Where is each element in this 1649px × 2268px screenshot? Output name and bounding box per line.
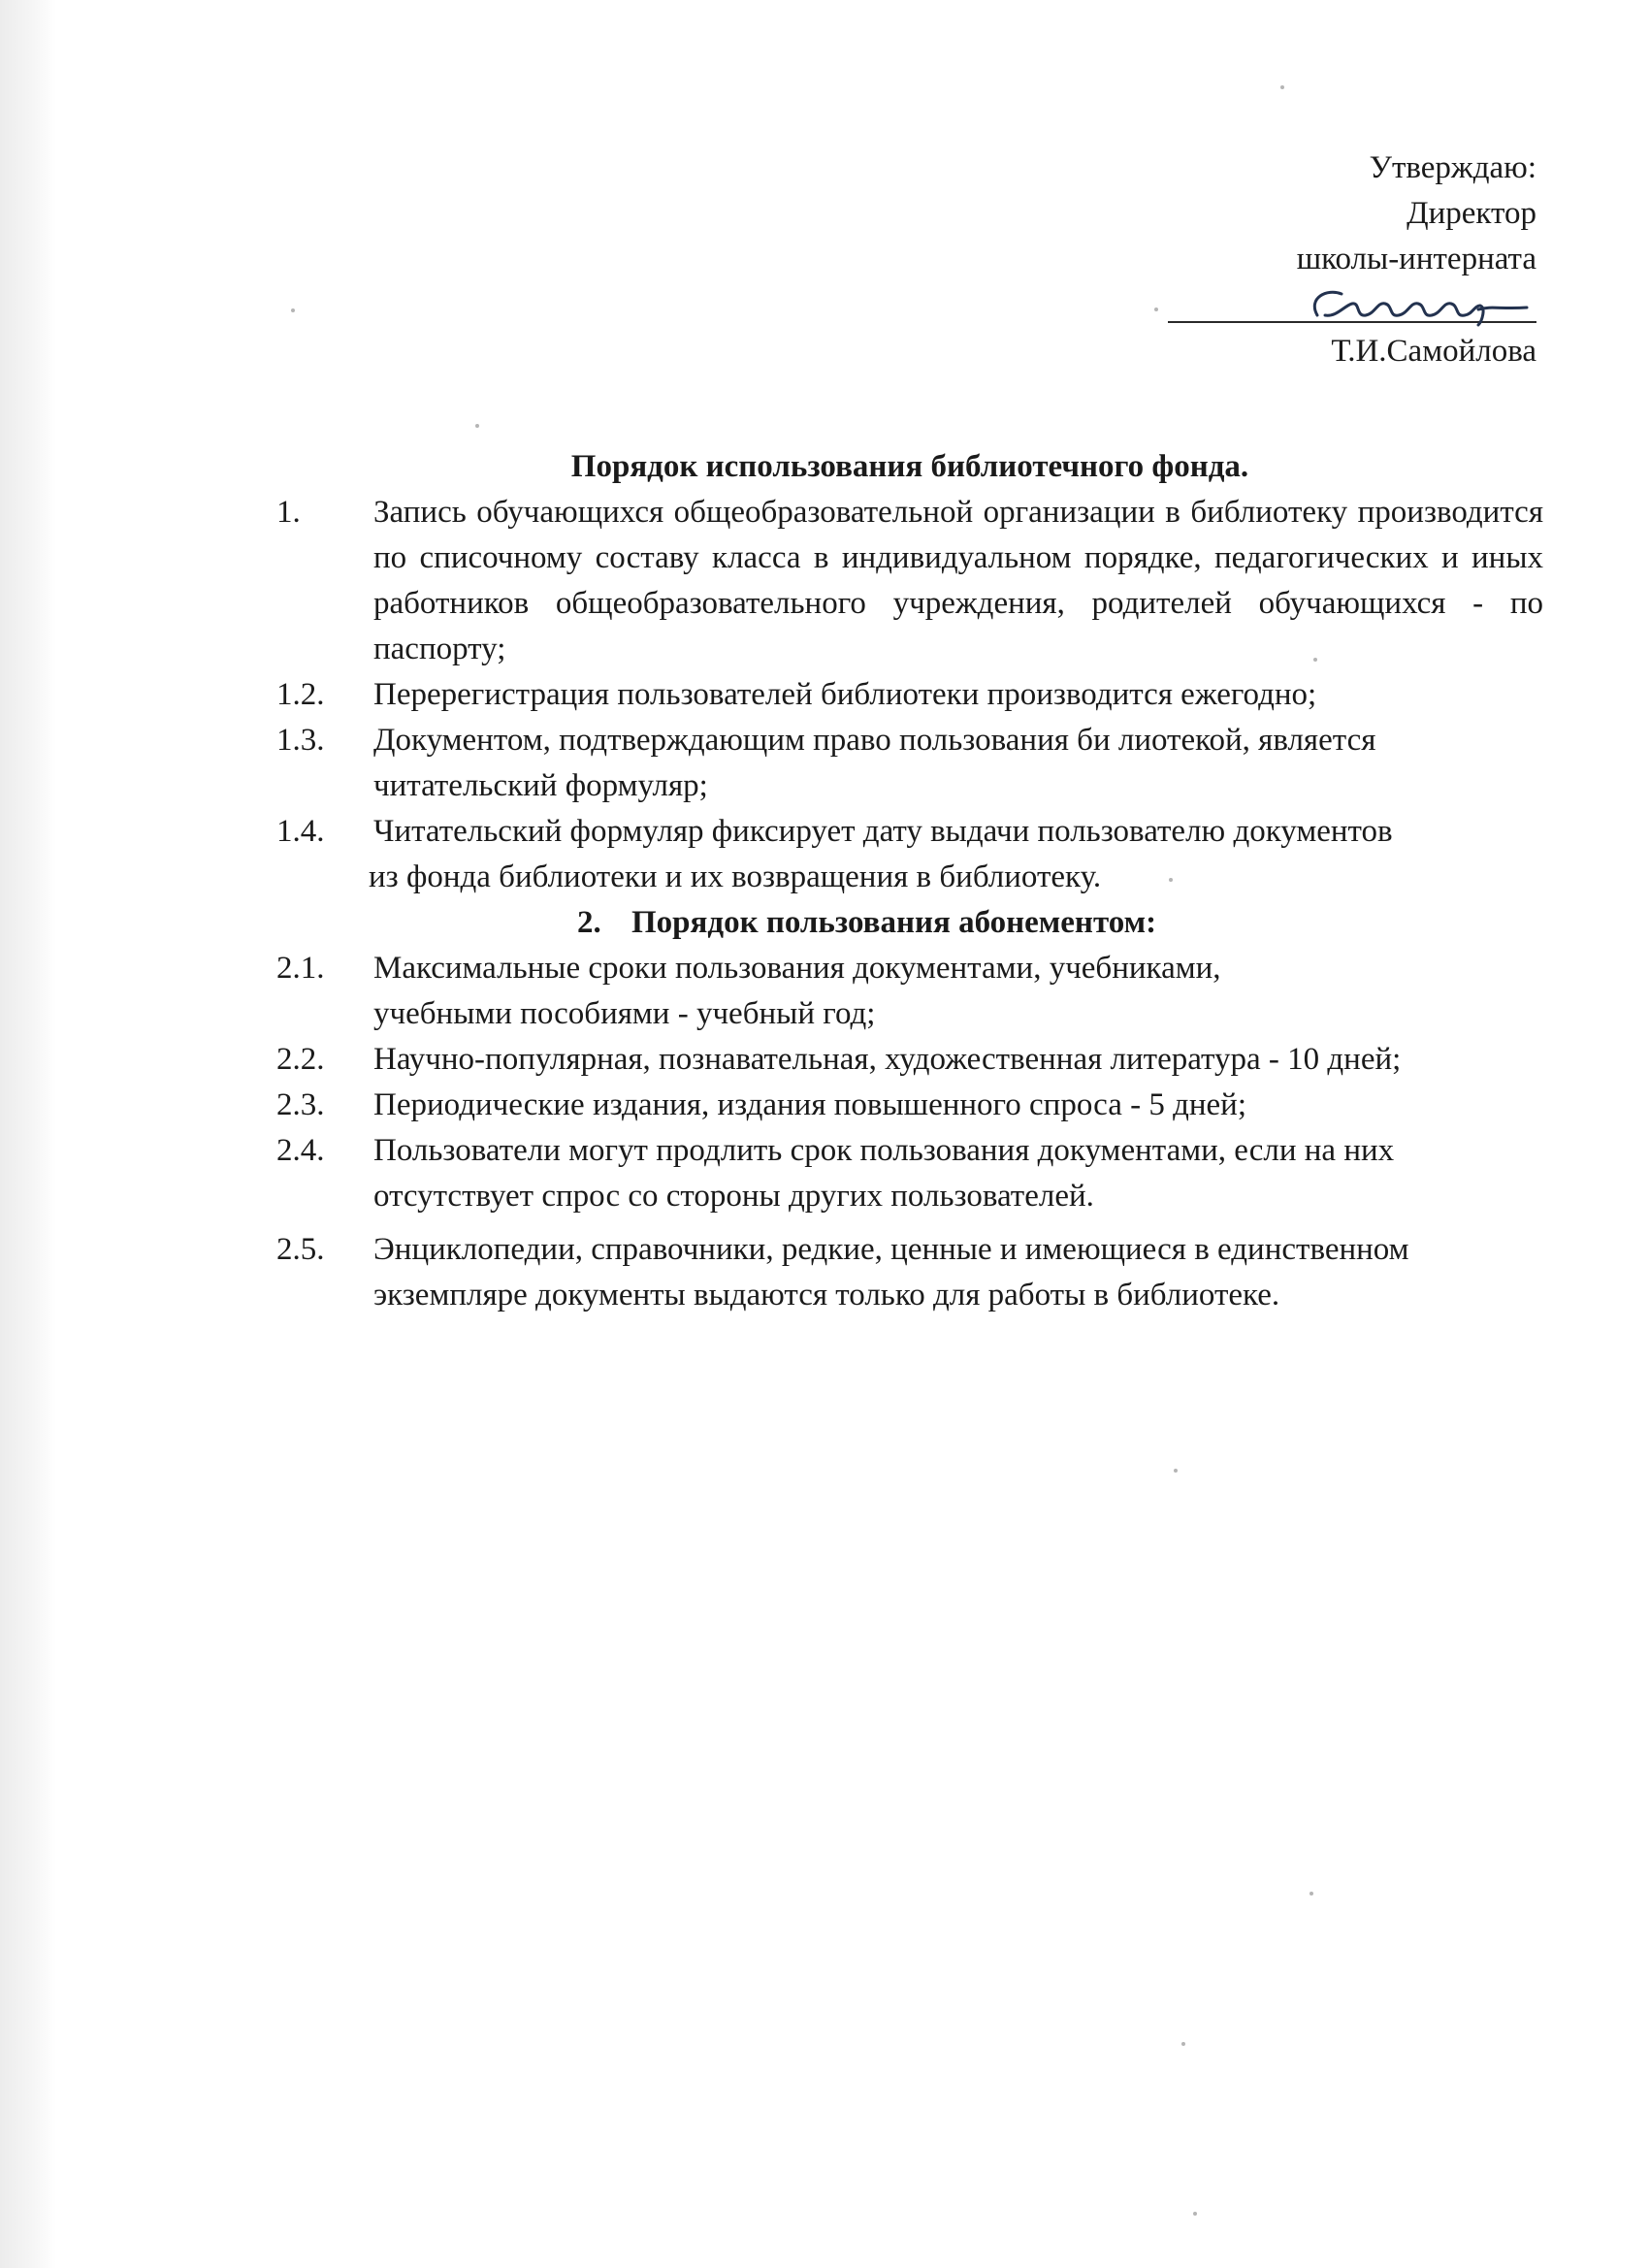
- item-number: 2.1.: [276, 951, 325, 986]
- document-title: Порядок использования библиотечного фонда.: [570, 449, 1249, 484]
- item-text: Научно-популярная, познавательная, художественная литература - 10 дней;: [373, 1042, 1402, 1077]
- scan-speck: [1193, 2212, 1197, 2216]
- section-title-text: Порядок пользования абонементом:: [631, 905, 1157, 940]
- approval-label: Утверждаю:: [1369, 150, 1536, 185]
- item-number: 2.3.: [276, 1087, 325, 1122]
- item-text: Максимальные сроки пользования документами, учебниками, учебными пособиями - учебный год;: [373, 951, 1221, 1031]
- list-item: [276, 672, 1543, 718]
- item-text: Документом, подтверждающим право пользования би лиотекой, является читательский формуляр;: [373, 723, 1376, 803]
- list-item: [276, 718, 1543, 809]
- signature-line: [1168, 282, 1536, 329]
- approver-name: Т.И.Самойлова: [1331, 334, 1536, 369]
- handwritten-signature: [1288, 276, 1531, 331]
- list-item: [276, 946, 1543, 1037]
- item-text: Энциклопедии, справочники, редкие, ценные и имеющиеся в единственном экземпляре документы выдаются только для работы в библиотеке.: [373, 1232, 1409, 1312]
- approver-institution: школы-интерната: [1296, 242, 1536, 276]
- item-number: 2.4.: [276, 1133, 325, 1168]
- scan-speck: [1181, 2042, 1185, 2046]
- item-text: Пользователи могут продлить срок пользования документами, если на них отсутствует спрос со стороны других пользователей.: [373, 1133, 1395, 1214]
- list-item: [276, 1227, 1543, 1318]
- item-number: 1.: [276, 495, 301, 530]
- item-continuation: из фонда библиотеки и их возвращения в библиотеку.: [369, 859, 1102, 894]
- item-number: 2.5.: [276, 1232, 325, 1267]
- list-item: [276, 490, 1543, 672]
- item-text: Запись обучающихся общеобразовательной организации в библиотеку производится по списочному составу класса в индивидуальном порядке, педагогических и иных работников общеобразовательного учреждения, родителей обучающихся - по паспорту;: [373, 495, 1543, 666]
- section-number: 2.: [577, 905, 601, 940]
- document-body: [276, 444, 1543, 1318]
- approver-position: Директор: [1406, 196, 1536, 231]
- item-number: 1.3.: [276, 723, 325, 758]
- approval-block: [1168, 146, 1536, 374]
- item-number: 2.2.: [276, 1042, 325, 1077]
- item-number: 1.2.: [276, 677, 325, 712]
- scan-speck: [1280, 85, 1284, 89]
- list-item: [276, 1037, 1543, 1083]
- list-item: [276, 809, 1543, 855]
- item-number: 1.4.: [276, 814, 325, 849]
- scan-edge-shadow: [0, 0, 56, 2268]
- list-item: [276, 1128, 1543, 1219]
- item-text: Периодические издания, издания повышенного спроса - 5 дней;: [373, 1087, 1247, 1122]
- section-heading: [276, 900, 1543, 946]
- scan-speck: [1154, 308, 1158, 311]
- scan-speck: [475, 424, 479, 428]
- item-text: Читательский формуляр фиксирует дату выдачи пользователю документов: [373, 814, 1393, 849]
- scan-speck: [1310, 1892, 1313, 1895]
- list-item: [276, 1083, 1543, 1128]
- scan-speck: [1174, 1469, 1178, 1473]
- item-text: Перерегистрация пользователей библиотеки производится ежегодно;: [373, 677, 1317, 712]
- scan-speck: [291, 308, 295, 312]
